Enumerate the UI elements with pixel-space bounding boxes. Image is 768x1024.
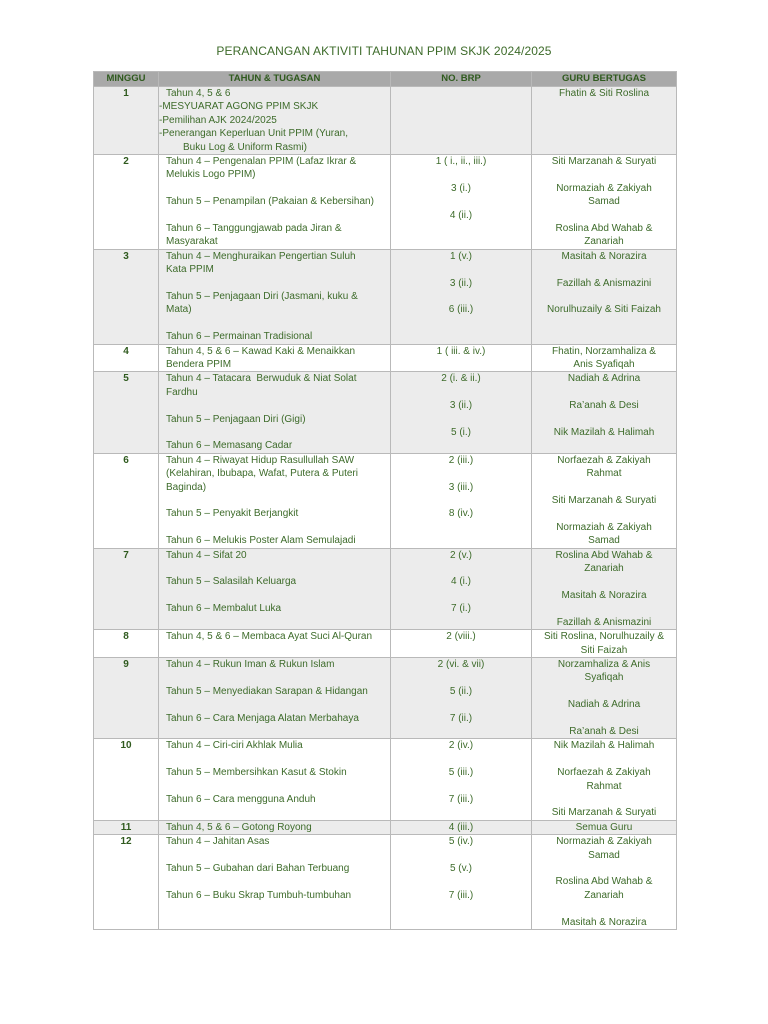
task-line: Tahun 6 – Melukis Poster Alam Semulajadi: [166, 535, 356, 547]
task-line: [166, 780, 386, 793]
cell-tahun-tugasan: [159, 372, 391, 453]
teacher-line: Siti Roslina, Norulhuzaily &: [543, 631, 665, 643]
task-line: Tahun 6 – Tanggungjawab pada Jiran &: [166, 223, 342, 235]
teacher-line: Samad: [588, 849, 620, 861]
brp-line: 7 (i.): [451, 603, 471, 615]
task-list-item: [159, 127, 386, 140]
brp-line: 2 (viii.): [446, 631, 476, 643]
list-dash-icon: -: [159, 114, 163, 126]
cell-minggu: 7: [94, 548, 159, 629]
brp-line: [391, 562, 531, 575]
task-line: Tahun 4 – Tatacara Berwuduk & Niat Solat: [166, 373, 357, 385]
teacher-line: Normaziah & Zakiyah: [556, 836, 652, 848]
teacher-line: Rahmat: [586, 468, 622, 480]
teacher-line: Norzamhaliza & Anis: [557, 658, 651, 670]
brp-line: 1 ( iii. & iv.): [436, 345, 486, 357]
task-list-continuation: [166, 141, 386, 154]
task-line: Tahun 5 – Penjagaan Diri (Jasmani, kuku &: [166, 291, 358, 303]
teacher-line: Siti Marzanah & Suryati: [551, 807, 657, 819]
cell-tahun-tugasan: [159, 820, 391, 834]
cell-tahun-tugasan: [159, 630, 391, 658]
cell-guru-bertugas: [532, 87, 677, 155]
cell-no-brp: [391, 835, 532, 930]
task-list-item: [159, 114, 386, 127]
task-line: [166, 521, 386, 534]
task-line: (Kelahiran, Ibubapa, Wafat, Putera & Puteri: [166, 468, 358, 480]
teacher-line: Nik Mazilah & Halimah: [553, 740, 655, 752]
cell-guru-bertugas: [532, 155, 677, 250]
brp-line: 7 (ii.): [449, 712, 473, 724]
list-dash-icon: -: [159, 128, 163, 140]
cell-no-brp: [391, 249, 532, 344]
teacher-line: [538, 263, 670, 276]
task-line: Tahun 4, 5 & 6 – Kawad Kaki & Menaikkan: [166, 345, 356, 357]
brp-line: [391, 849, 531, 862]
teacher-line: Nadiah & Adrina: [567, 699, 641, 711]
teacher-line: Norulhuzaily & Siti Faizah: [547, 304, 661, 316]
teacher-line: Anis Syafiqah: [573, 359, 635, 371]
cell-tahun-tugasan: [159, 835, 391, 930]
task-line: Tahun 6 – Buku Skrap Tumbuh-tumbuhan: [166, 889, 352, 901]
cell-guru-bertugas: [532, 835, 677, 930]
teacher-line: Siti Marzanah & Suryati: [551, 156, 657, 168]
task-line: [166, 875, 386, 888]
cell-minggu: 3: [94, 249, 159, 344]
task-line: Tahun 4 – Pengenalan PPIM (Lafaz Ikrar &: [166, 156, 357, 168]
task-line: Tahun 5 – Penampilan (Pakaian & Kebersihan): [166, 196, 374, 208]
table-row: [94, 820, 677, 834]
task-line: [166, 317, 386, 330]
task-line: Tahun 5 – Penyakit Berjangkit: [166, 508, 299, 520]
list-dash-icon: -: [159, 101, 163, 113]
cell-tahun-tugasan: [159, 249, 391, 344]
brp-line: 1 ( i., ii., iii.): [435, 156, 487, 168]
task-line: Tahun 4, 5 & 6 – Gotong Royong: [166, 821, 312, 833]
task-line: Tahun 6 – Cara Menjaga Alatan Merbahaya: [166, 712, 359, 724]
teacher-line: Normaziah & Zakiyah: [556, 521, 652, 533]
brp-line: 8 (iv.): [448, 508, 474, 520]
cell-minggu: 12: [94, 835, 159, 930]
cell-guru-bertugas: [532, 820, 677, 834]
header-no-brp: NO. BRP: [391, 72, 532, 87]
table-row: [94, 630, 677, 658]
cell-no-brp: [391, 820, 532, 834]
table-row: [94, 548, 677, 629]
teacher-line: Siti Faizah: [580, 644, 628, 656]
table-row: [94, 249, 677, 344]
task-line: Tahun 4 – Menghuraikan Pengertian Suluh: [166, 250, 356, 262]
teacher-line: Zanariah: [584, 563, 624, 575]
brp-line: 6 (iii.): [448, 304, 474, 316]
teacher-line: Nik Mazilah & Halimah: [553, 427, 655, 439]
table-row: [94, 344, 677, 372]
task-line: [166, 182, 386, 195]
brp-line: 2 (iii.): [448, 454, 474, 466]
task-line: Tahun 4 – Rukun Iman & Rukun Islam: [166, 658, 335, 670]
task-line: Kata PPIM: [166, 264, 214, 276]
cell-no-brp: [391, 548, 532, 629]
task-line: [166, 209, 386, 222]
cell-minggu: 1: [94, 87, 159, 155]
activity-plan-table: [93, 71, 677, 930]
cell-tahun-tugasan: [159, 87, 391, 155]
cell-no-brp: [391, 630, 532, 658]
task-line: Tahun 5 – Penjagaan Diri (Gigi): [166, 413, 306, 425]
document-title: PERANCANGAN AKTIVITI TAHUNAN PPIM SKJK 2024/2025: [216, 44, 552, 58]
teacher-line: Semua Guru: [575, 821, 633, 833]
teacher-line: Rahmat: [586, 780, 622, 792]
table-header-row: [94, 72, 677, 87]
brp-line: [391, 494, 531, 507]
header-tahun-tugasan: TAHUN & TUGASAN: [159, 72, 391, 87]
cell-no-brp: [391, 453, 532, 548]
table-body: [94, 87, 677, 930]
brp-line: 3 (ii.): [449, 277, 473, 289]
teacher-line: Nadiah & Adrina: [567, 373, 641, 385]
task-list-item: [159, 100, 386, 113]
task-line: Tahun 5 – Menyediakan Sarapan & Hidangan: [166, 685, 368, 697]
table-row: [94, 453, 677, 548]
brp-line: [391, 698, 531, 711]
brp-line: 4 (ii.): [449, 209, 473, 221]
task-line: [166, 671, 386, 684]
brp-line: 4 (iii.): [448, 821, 474, 833]
brp-line: [391, 386, 531, 399]
teacher-line: Samad: [588, 535, 620, 547]
brp-line: 1 (v.): [449, 250, 473, 262]
brp-line: [391, 780, 531, 793]
task-list-text: Buku Log & Uniform Rasmi): [183, 141, 307, 153]
teacher-line: [538, 712, 670, 725]
cell-guru-bertugas: [532, 372, 677, 453]
header-guru-bertugas: GURU BERTUGAS: [532, 72, 677, 87]
cell-no-brp: [391, 739, 532, 820]
teacher-line: [538, 902, 670, 915]
task-line: Baginda): [166, 481, 207, 493]
teacher-line: [538, 413, 670, 426]
brp-line: [391, 753, 531, 766]
teacher-line: [538, 290, 670, 303]
teacher-line: Roslina Abd Wahab &: [555, 223, 653, 235]
task-line: [166, 426, 386, 439]
teacher-line: [538, 685, 670, 698]
task-line: Tahun 5 – Salasilah Keluarga: [166, 576, 297, 588]
task-line: [166, 494, 386, 507]
cell-no-brp: [391, 155, 532, 250]
cell-minggu: 10: [94, 739, 159, 820]
teacher-line: [538, 862, 670, 875]
table-row: [94, 155, 677, 250]
task-list-text: Pemilihan AJK 2024/2025: [162, 114, 277, 126]
cell-tahun-tugasan: [159, 739, 391, 820]
teacher-line: Masitah & Norazira: [561, 916, 647, 928]
table-row: [94, 87, 677, 155]
brp-line: [391, 671, 531, 684]
brp-line: 7 (iii.): [448, 793, 474, 805]
brp-line: [391, 413, 531, 426]
task-list-text: MESYUARAT AGONG PPIM SKJK: [162, 101, 319, 113]
teacher-line: [538, 481, 670, 494]
task-line: [166, 589, 386, 602]
brp-line: 5 (i.): [451, 427, 471, 439]
cell-no-brp: [391, 372, 532, 453]
cell-guru-bertugas: [532, 739, 677, 820]
brp-line: 2 (iv.): [448, 740, 474, 752]
task-line: Tahun 4 – Riwayat Hidup Rasullullah SAW: [166, 454, 355, 466]
cell-guru-bertugas: [532, 249, 677, 344]
task-line: Tahun 6 – Cara mengguna Anduh: [166, 793, 316, 805]
task-line: Tahun 4, 5 & 6: [166, 88, 231, 99]
cell-guru-bertugas: [532, 453, 677, 548]
brp-line: [391, 290, 531, 303]
task-line: Tahun 4 – Sifat 20: [166, 549, 247, 561]
brp-line: 2 (vi. & vii): [437, 658, 485, 670]
teacher-line: Roslina Abd Wahab &: [555, 549, 653, 561]
teacher-line: Norfaezah & Zakiyah: [557, 767, 651, 779]
cell-tahun-tugasan: [159, 657, 391, 738]
task-line: Tahun 6 – Permainan Tradisional: [166, 331, 313, 343]
teacher-line: [538, 753, 670, 766]
teacher-line: Zanariah: [584, 889, 624, 901]
brp-line: [391, 467, 531, 480]
cell-tahun-tugasan: [159, 155, 391, 250]
teacher-line: [538, 386, 670, 399]
brp-line: 3 (ii.): [449, 400, 473, 412]
cell-guru-bertugas: [532, 548, 677, 629]
teacher-line: [538, 507, 670, 520]
cell-guru-bertugas: [532, 630, 677, 658]
task-line: Tahun 4 – Jahitan Asas: [166, 836, 270, 848]
cell-minggu: 2: [94, 155, 159, 250]
brp-line: 7 (iii.): [448, 889, 474, 901]
teacher-line: [538, 209, 670, 222]
task-line: [166, 562, 386, 575]
teacher-line: Roslina Abd Wahab &: [555, 876, 653, 888]
cell-minggu: 11: [94, 820, 159, 834]
teacher-line: Masitah & Norazira: [561, 250, 647, 262]
teacher-line: Ra’anah & Desi: [569, 725, 639, 737]
header-minggu: MINGGU: [94, 72, 159, 87]
task-list-text: Penerangan Keperluan Unit PPIM (Yuran,: [162, 128, 349, 140]
teacher-line: [538, 576, 670, 589]
cell-tahun-tugasan: [159, 344, 391, 372]
cell-minggu: 8: [94, 630, 159, 658]
task-line: Melukis Logo PPIM): [166, 169, 256, 181]
brp-line: 5 (ii.): [449, 685, 473, 697]
cell-guru-bertugas: [532, 657, 677, 738]
brp-line: 4 (i.): [451, 576, 471, 588]
brp-line: [391, 168, 531, 181]
brp-line: 3 (i.): [451, 182, 471, 194]
teacher-line: Syafiqah: [584, 672, 624, 684]
brp-line: 3 (iii.): [448, 481, 474, 493]
brp-line: 5 (iii.): [448, 767, 474, 779]
brp-line: [391, 875, 531, 888]
task-line: Tahun 5 – Gubahan dari Bahan Terbuang: [166, 862, 350, 874]
task-line: [166, 277, 386, 290]
cell-guru-bertugas: [532, 344, 677, 372]
task-line: [166, 399, 386, 412]
task-line: Tahun 5 – Membersihkan Kasut & Stokin: [166, 767, 347, 779]
cell-no-brp: [391, 657, 532, 738]
task-line: Fardhu: [166, 386, 198, 398]
brp-line: 5 (v.): [449, 862, 473, 874]
teacher-line: Normaziah & Zakiyah: [556, 182, 652, 194]
brp-line: [391, 589, 531, 602]
brp-line: [391, 263, 531, 276]
teacher-line: [538, 168, 670, 181]
teacher-line: Zanariah: [584, 236, 624, 248]
brp-line: [391, 195, 531, 208]
teacher-line: Ra’anah & Desi: [569, 400, 639, 412]
brp-line: 2 (i. & ii.): [441, 373, 481, 385]
task-line: Tahun 4, 5 & 6 – Membaca Ayat Suci Al-Quran: [166, 631, 373, 643]
teacher-line: Fazillah & Anismazini: [556, 277, 652, 289]
teacher-line: Masitah & Norazira: [561, 589, 647, 601]
cell-tahun-tugasan: [159, 548, 391, 629]
task-line: Bendera PPIM: [166, 359, 232, 371]
task-line: [166, 753, 386, 766]
teacher-line: Fhatin, Norzamhaliza &: [552, 345, 656, 357]
teacher-line: Norfaezah & Zakiyah: [557, 454, 651, 466]
brp-line: 5 (iv.): [448, 836, 474, 848]
brp-line: 2 (v.): [449, 549, 473, 561]
cell-no-brp: [391, 344, 532, 372]
task-line: [166, 849, 386, 862]
task-line: Mata): [166, 304, 192, 316]
task-line: Tahun 4 – Ciri-ciri Akhlak Mulia: [166, 740, 303, 752]
cell-minggu: 5: [94, 372, 159, 453]
task-line: Masyarakat: [166, 236, 218, 248]
cell-tahun-tugasan: [159, 453, 391, 548]
cell-no-brp: [391, 87, 532, 155]
task-line: Tahun 6 – Memasang Cadar: [166, 440, 293, 452]
teacher-line: Fhatin & Siti Roslina: [558, 88, 650, 99]
cell-minggu: 9: [94, 657, 159, 738]
table-row: [94, 372, 677, 453]
table-row: [94, 739, 677, 820]
cell-minggu: 6: [94, 453, 159, 548]
teacher-line: [538, 602, 670, 615]
teacher-line: Fazillah & Anismazini: [556, 616, 652, 628]
table-row: [94, 835, 677, 930]
table-row: [94, 657, 677, 738]
cell-minggu: 4: [94, 344, 159, 372]
teacher-line: Siti Marzanah & Suryati: [551, 495, 657, 507]
task-line: [166, 698, 386, 711]
task-line: Tahun 6 – Membalut Luka: [166, 603, 282, 615]
teacher-line: [538, 793, 670, 806]
teacher-line: Samad: [588, 196, 620, 208]
